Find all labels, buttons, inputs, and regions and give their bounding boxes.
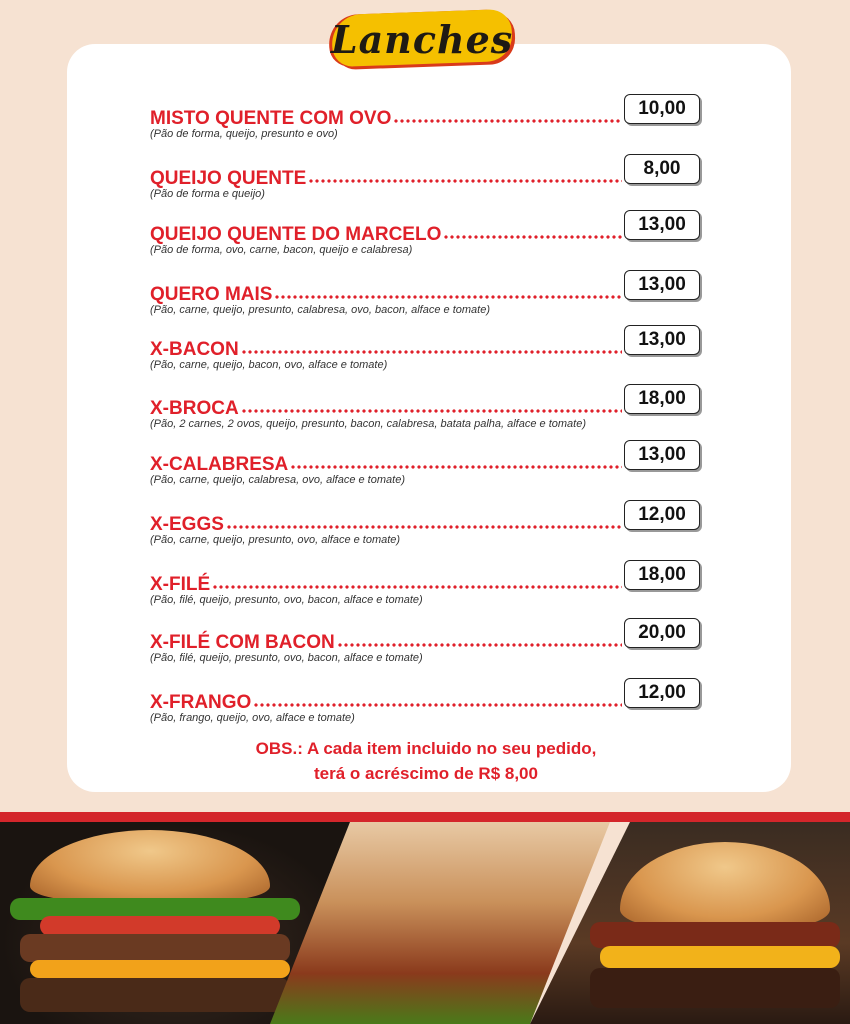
price-box: 18,00 — [624, 560, 700, 590]
red-divider — [0, 812, 850, 822]
menu-item — [150, 100, 702, 146]
price-box: 13,00 — [624, 270, 700, 300]
dot-leader — [337, 642, 622, 648]
item-description: (Pão, carne, queijo, presunto, calabresa, ovo, bacon, alface e tomate) — [150, 304, 490, 316]
menu-item — [150, 216, 702, 262]
price-box: 18,00 — [624, 384, 700, 414]
dot-leader — [393, 118, 622, 124]
menu-item — [150, 390, 702, 436]
item-description: (Pão, filé, queijo, presunto, ovo, bacon, alface e tomate) — [150, 594, 423, 606]
price-box: 13,00 — [624, 210, 700, 240]
item-description: (Pão, carne, queijo, presunto, ovo, alface e tomate) — [150, 534, 401, 546]
item-description: (Pão, frango, queijo, ovo, alface e tomate) — [150, 712, 355, 724]
item-description: (Pão de forma e queijo) — [150, 188, 265, 200]
price-box: 12,00 — [624, 678, 700, 708]
obs-line-2: terá o acréscimo de R$ 8,00 — [314, 764, 538, 783]
price-box: 8,00 — [624, 154, 700, 184]
menu-title: Lanches — [330, 16, 514, 62]
item-description: (Pão de forma, ovo, carne, bacon, queijo e calabresa) — [150, 244, 413, 256]
item-name: X-FILÉ COM BACON — [150, 632, 335, 653]
dot-leader — [290, 464, 622, 470]
obs-line-1: OBS.: A cada item incluido no seu pedido, — [255, 739, 597, 758]
item-name: X-EGGS — [150, 514, 224, 535]
lanches-logo — [328, 6, 516, 72]
price-box: 20,00 — [624, 618, 700, 648]
menu-item — [150, 276, 702, 322]
item-description: (Pão, carne, queijo, bacon, ovo, alface e tomate) — [150, 359, 388, 371]
dot-leader — [212, 584, 622, 590]
price-box: 13,00 — [624, 440, 700, 470]
menu-item — [150, 331, 702, 377]
obs-note — [150, 736, 702, 786]
dot-leader — [253, 702, 622, 708]
dot-leader — [241, 408, 622, 414]
price-box: 13,00 — [624, 325, 700, 355]
menu-item — [150, 160, 702, 206]
menu-item — [150, 566, 702, 612]
item-description: (Pão, carne, queijo, calabresa, ovo, alface e tomate) — [150, 474, 405, 486]
item-name: QUEIJO QUENTE DO MARCELO — [150, 224, 442, 245]
menu-item — [150, 624, 702, 670]
item-name: X-FILÉ — [150, 574, 211, 595]
item-name: MISTO QUENTE COM OVO — [150, 108, 392, 129]
dot-leader — [226, 524, 622, 530]
item-description: (Pão, 2 carnes, 2 ovos, queijo, presunto, bacon, calabresa, batata palha, alface e tomate) — [150, 418, 586, 430]
price-box: 12,00 — [624, 500, 700, 530]
menu-item — [150, 684, 702, 730]
price-box: 10,00 — [624, 94, 700, 124]
dot-leader — [241, 349, 622, 355]
item-name: X-FRANGO — [150, 692, 252, 713]
item-name: QUERO MAIS — [150, 284, 273, 305]
dot-leader — [308, 178, 622, 184]
item-description: (Pão de forma, queijo, presunto e ovo) — [150, 128, 338, 140]
item-description: (Pão, filé, queijo, presunto, ovo, bacon, alface e tomate) — [150, 652, 423, 664]
dot-leader — [443, 234, 622, 240]
item-name: X-BROCA — [150, 398, 239, 419]
item-name: X-BACON — [150, 339, 239, 360]
item-name: X-CALABRESA — [150, 454, 289, 475]
dot-leader — [274, 294, 622, 300]
menu-item — [150, 446, 702, 492]
menu-item — [150, 506, 702, 552]
item-name: QUEIJO QUENTE — [150, 168, 307, 189]
